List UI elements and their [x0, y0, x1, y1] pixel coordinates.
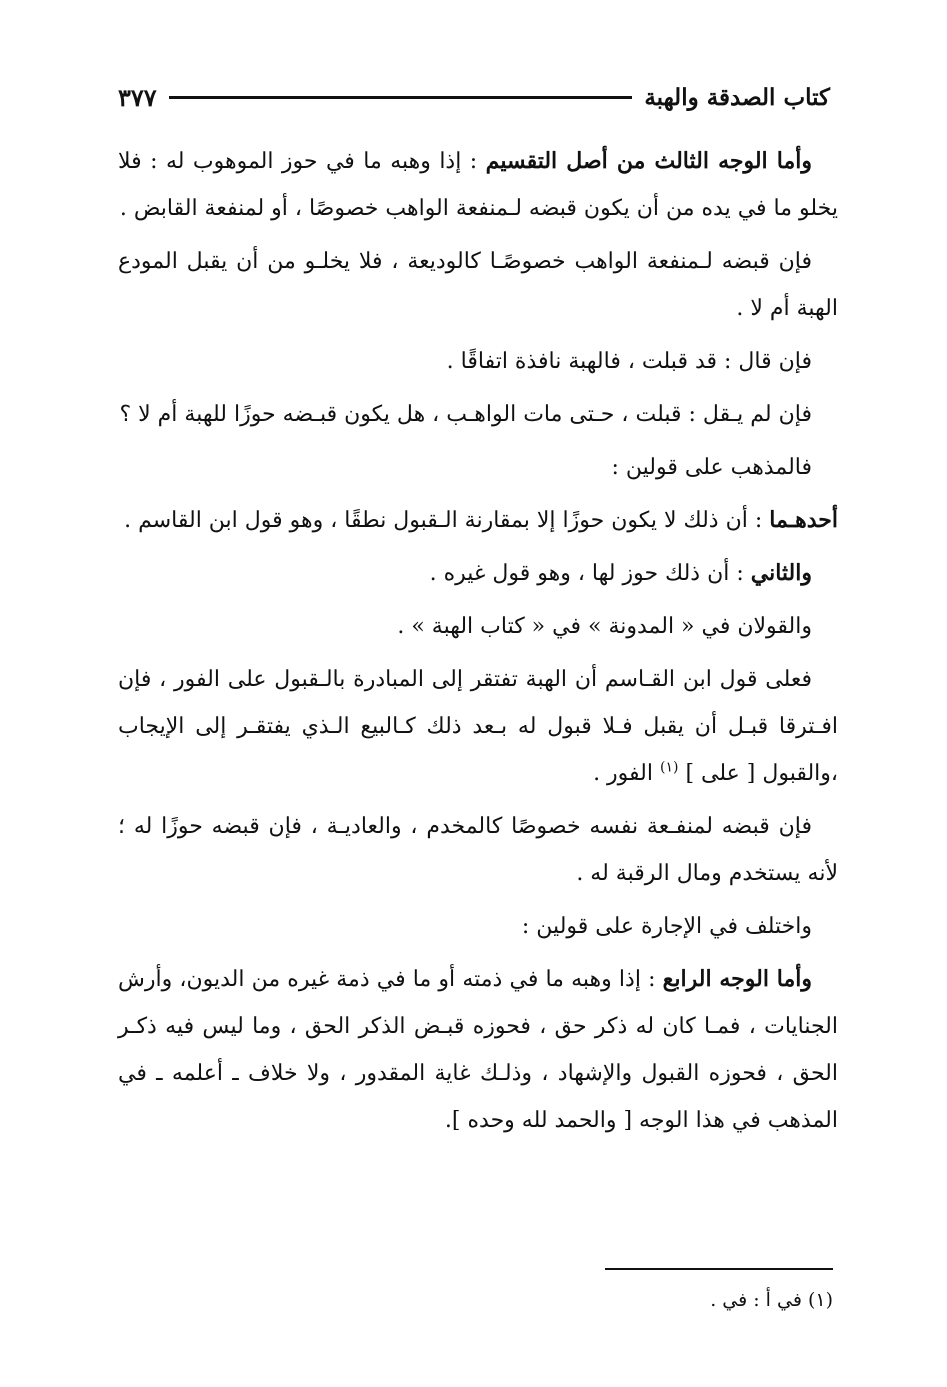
running-title: كتاب الصدقة والهبة	[644, 83, 830, 111]
footnote: (١) في أ : في .	[710, 1289, 833, 1311]
paragraph-text: الفور .	[593, 761, 660, 786]
footnote-marker: (١)	[659, 759, 679, 776]
paragraph	[118, 550, 838, 597]
paragraph-text: واختلف في الإجارة على قولين :	[521, 914, 812, 939]
paragraph	[118, 238, 838, 332]
footnote-rule	[605, 1268, 833, 1270]
paragraph-with-footnote	[118, 656, 838, 797]
paragraph-lead: وأما الوجه الثالث من أصل التقسيم	[485, 148, 812, 174]
paragraph	[118, 391, 838, 438]
header-rule	[169, 96, 633, 99]
paragraph	[118, 338, 838, 385]
paragraph-lead: وأما الوجه الرابع	[662, 966, 812, 992]
paragraph	[118, 497, 838, 544]
paragraph-text: : أن ذلك لا يكون حوزًا إلا بمقارنة الـقبول نطقًا ، وهو قول ابن القاسم .	[124, 508, 770, 533]
paragraph-text: فإن قبضه لمنفـعة نفسه خصوصًا كالمخدم ، والعاديـة ، فإن قبضه حوزًا له ؛ لأنه يستخدم ومال الرقبة له .	[118, 814, 838, 886]
page-number: ٣٧٧	[118, 82, 157, 112]
paragraph	[118, 903, 838, 950]
paragraph-text: : إذا وهبه ما في ذمته أو ما في ذمة غيره من الديون، وأرش الجنايات ، فمـا كان له ذكر حق ، فحوزه قبـض الذكر الحق ، وما ليس فيه ذكـر الحق ، فحوزه القبول والإشهاد ، وذلـك غاية المقدور ، ولا خلاف ـ أعلمه ـ في المذهب في هذا الوجه [ والحمد لله وحده ].	[118, 967, 838, 1133]
paragraph	[118, 803, 838, 897]
paragraph-lead: أحدهـما	[769, 507, 838, 533]
paragraph-text: فالمذهب على قولين :	[611, 455, 812, 480]
paragraph	[118, 956, 838, 1144]
main-text	[118, 138, 838, 1150]
paragraph-text: فإن قال : قد قبلت ، فالهبة نافذة اتفاقًا .	[446, 349, 812, 374]
paragraph-text: فعلى قول ابن القـاسم أن الهبة تفتقر إلى المبادرة بالـقبول على الفور ، فإن افـترقا قبـل أن يقبل فـلا قبول له بـعد ذلك كـالبيع الـذي يفتقـر إلى الإيجاب ،والقبول [ على ]	[118, 667, 838, 786]
paragraph	[118, 603, 838, 650]
paragraph-text: : أن ذلك حوز لها ، وهو قول غيره .	[429, 561, 751, 586]
paragraph-lead: والثاني	[750, 560, 812, 586]
paragraph-text: فإن لم يـقل : قبلت ، حـتى مات الواهـب ، هل يكون قبـضه حوزًا للهبة أم لا ؟	[119, 402, 812, 427]
paragraph	[118, 444, 838, 491]
paragraph-text: والقولان في « المدونة » في « كتاب الهبة » .	[397, 614, 812, 639]
paragraph-text: فإن قبضه لـمنفعة الواهب خصوصًـا كالوديعة ، فلا يخلـو من أن يقبل المودع الهبة أم لا .	[118, 249, 838, 321]
running-header	[118, 80, 830, 114]
paragraph-text: : إذا وهبه ما في حوز الموهوب له : فلا يخلو ما في يده من أن يكون قبضه لـمنفعة الواهب خصوصًا ، أو لمنفعة القابض .	[118, 149, 838, 221]
paragraph	[118, 138, 838, 232]
